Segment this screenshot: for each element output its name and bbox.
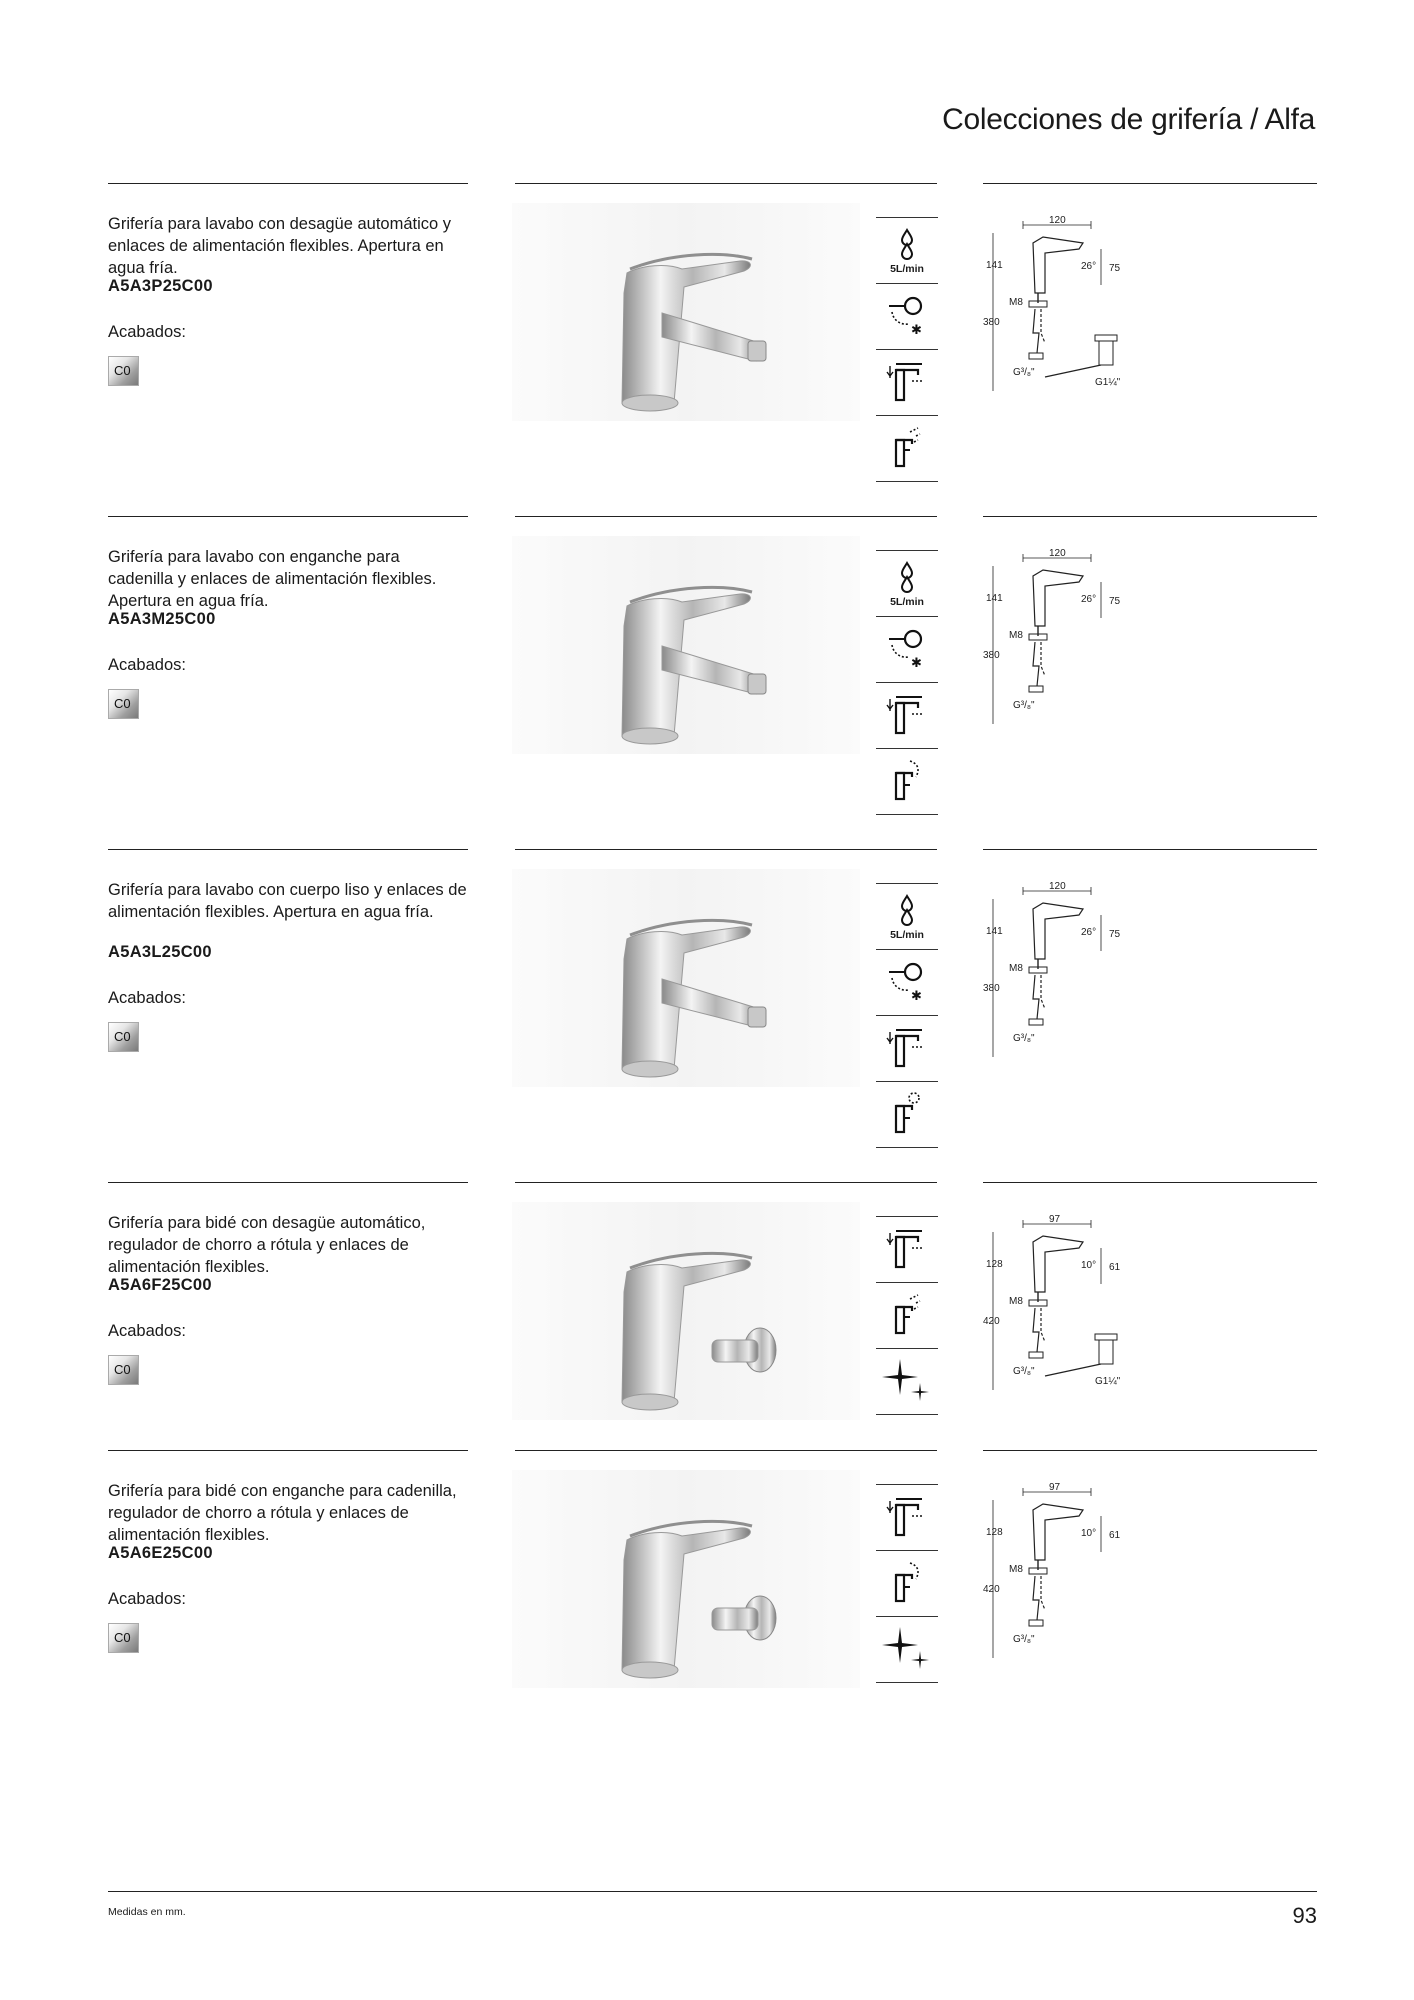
cold-opening-icon <box>876 616 938 682</box>
finishes-label: Acabados: <box>108 989 186 1007</box>
dim-thread: M8 <box>1009 297 1023 308</box>
spout-height-icon <box>876 349 938 415</box>
spout-height-icon <box>876 1484 938 1550</box>
dim-width: 97 <box>1049 1482 1061 1493</box>
sparkle-icon <box>876 1348 938 1415</box>
dim-height: 141 <box>986 926 1003 937</box>
dim-width: 120 <box>1049 881 1066 892</box>
finish-swatch-chrome[interactable]: C0 <box>108 1623 139 1653</box>
dim-spout: 75 <box>1109 263 1121 274</box>
dim-inlet: G³/₈" <box>1013 1033 1035 1044</box>
cold-opening-icon <box>876 949 938 1015</box>
dim-width: 120 <box>1049 548 1066 559</box>
dim-hose-length: 420 <box>983 1584 1000 1595</box>
dim-width: 97 <box>1049 1214 1061 1225</box>
page-number: 93 <box>1292 1903 1317 1928</box>
product-photo <box>512 1202 860 1420</box>
chain-hook-icon <box>876 1550 938 1616</box>
section-divider <box>515 849 937 850</box>
section-divider <box>515 183 937 184</box>
finishes-label: Acabados: <box>108 323 186 341</box>
finish-swatch-chrome[interactable]: C0 <box>108 1355 139 1385</box>
footer-note: Medidas en mm. <box>108 1906 186 1918</box>
technical-drawing <box>983 1480 1143 1680</box>
svg-text:✱: ✱ <box>911 989 922 1004</box>
technical-drawing <box>983 546 1143 746</box>
spout-height-icon <box>876 1216 938 1282</box>
section-divider <box>983 849 1317 850</box>
pop-up-waste-icon <box>876 1282 938 1348</box>
product-row <box>0 849 1414 1149</box>
technical-drawing <box>983 879 1143 1079</box>
product-photo <box>512 869 860 1087</box>
section-divider <box>983 516 1317 517</box>
product-code: A5A6F25C00 <box>108 1276 212 1294</box>
flow-rate-label: 5L/min <box>890 929 924 941</box>
section-divider <box>515 1450 937 1451</box>
product-description: Grifería para lavabo con enganche para cadenilla y enlaces de alimentación flexibles. Apertura en agua fría. <box>108 548 437 610</box>
svg-text:✱: ✱ <box>911 656 922 671</box>
dim-hose-length: 420 <box>983 1316 1000 1327</box>
cold-opening-icon <box>876 283 938 349</box>
dim-angle: 26° <box>1081 261 1097 272</box>
dim-spout: 61 <box>1109 1262 1121 1273</box>
dim-thread: M8 <box>1009 1296 1023 1307</box>
dim-height: 141 <box>986 593 1003 604</box>
section-divider <box>108 1450 468 1451</box>
product-code: A5A6E25C00 <box>108 1544 213 1562</box>
feature-icons <box>876 1216 938 1415</box>
product-photo <box>512 203 860 421</box>
chain-hook-icon <box>876 748 938 815</box>
dim-inlet: G³/₈" <box>1013 1634 1035 1645</box>
dim-spout: 75 <box>1109 596 1121 607</box>
section-divider <box>108 1182 468 1183</box>
feature-icons <box>876 217 938 482</box>
dim-angle: 10° <box>1081 1528 1097 1539</box>
finish-swatch-chrome[interactable]: C0 <box>108 689 139 719</box>
dim-spout: 61 <box>1109 1530 1121 1541</box>
svg-text:✱: ✱ <box>911 323 922 338</box>
finishes-label: Acabados: <box>108 1322 186 1340</box>
sparkle-icon <box>876 1616 938 1683</box>
dim-inlet: G³/₈" <box>1013 367 1035 378</box>
product-description: Grifería para bidé con desagüe automático, regulador de chorro a rótula y enlaces de alimentación flexibles. <box>108 1214 426 1276</box>
product-photo <box>512 1470 860 1688</box>
product-description: Grifería para bidé con enganche para cadenilla, regulador de chorro a rótula y enlaces de alimentación flexibles. <box>108 1482 457 1544</box>
flow-rate-label: 5L/min <box>890 596 924 608</box>
dim-angle: 26° <box>1081 594 1097 605</box>
product-description: Grifería para lavabo con desagüe automático y enlaces de alimentación flexibles. Apertura en agua fría. <box>108 215 452 277</box>
finish-swatch-chrome[interactable]: C0 <box>108 1022 139 1052</box>
dim-inlet: G³/₈" <box>1013 700 1035 711</box>
section-divider <box>108 849 468 850</box>
product-code: A5A3P25C00 <box>108 277 213 295</box>
feature-icons <box>876 1484 938 1683</box>
dim-waste: G1¼" <box>1095 377 1121 388</box>
dim-thread: M8 <box>1009 630 1023 641</box>
dim-height: 128 <box>986 1259 1003 1270</box>
dim-hose-length: 380 <box>983 317 1000 328</box>
product-row <box>0 1450 1414 1750</box>
dim-thread: M8 <box>1009 1564 1023 1575</box>
dim-angle: 26° <box>1081 927 1097 938</box>
section-divider <box>515 516 937 517</box>
dim-angle: 10° <box>1081 1260 1097 1271</box>
section-divider <box>983 1182 1317 1183</box>
finish-swatch-chrome[interactable]: C0 <box>108 356 139 386</box>
product-row <box>0 183 1414 483</box>
dim-width: 120 <box>1049 215 1066 226</box>
section-divider <box>515 1182 937 1183</box>
section-divider <box>108 516 468 517</box>
dim-height: 128 <box>986 1527 1003 1538</box>
dim-inlet: G³/₈" <box>1013 1366 1035 1377</box>
smooth-body-icon <box>876 1081 938 1148</box>
flow-rate-label: 5L/min <box>890 263 924 275</box>
finishes-label: Acabados: <box>108 1590 186 1608</box>
spout-height-icon <box>876 1015 938 1081</box>
page-title: Colecciones de grifería / Alfa <box>942 103 1315 136</box>
finishes-label: Acabados: <box>108 656 186 674</box>
product-photo <box>512 536 860 754</box>
water-saving-icon <box>876 550 938 616</box>
dim-hose-length: 380 <box>983 650 1000 661</box>
spout-height-icon <box>876 682 938 748</box>
pop-up-waste-icon <box>876 415 938 482</box>
dim-thread: M8 <box>1009 963 1023 974</box>
product-row <box>0 516 1414 816</box>
product-code: A5A3M25C00 <box>108 610 216 628</box>
dim-height: 141 <box>986 260 1003 271</box>
technical-drawing <box>983 1212 1143 1412</box>
section-divider <box>983 183 1317 184</box>
product-description: Grifería para lavabo con cuerpo liso y enlaces de alimentación flexibles. Apertura en agua fría. <box>108 881 467 921</box>
section-divider <box>108 183 468 184</box>
dim-hose-length: 380 <box>983 983 1000 994</box>
product-code: A5A3L25C00 <box>108 943 212 961</box>
feature-icons <box>876 550 938 815</box>
water-saving-icon <box>876 883 938 949</box>
footer-divider <box>108 1891 1317 1892</box>
product-row <box>0 1182 1414 1482</box>
dim-waste: G1¼" <box>1095 1376 1121 1387</box>
feature-icons <box>876 883 938 1148</box>
technical-drawing <box>983 213 1143 413</box>
dim-spout: 75 <box>1109 929 1121 940</box>
section-divider <box>983 1450 1317 1451</box>
water-saving-icon <box>876 217 938 283</box>
